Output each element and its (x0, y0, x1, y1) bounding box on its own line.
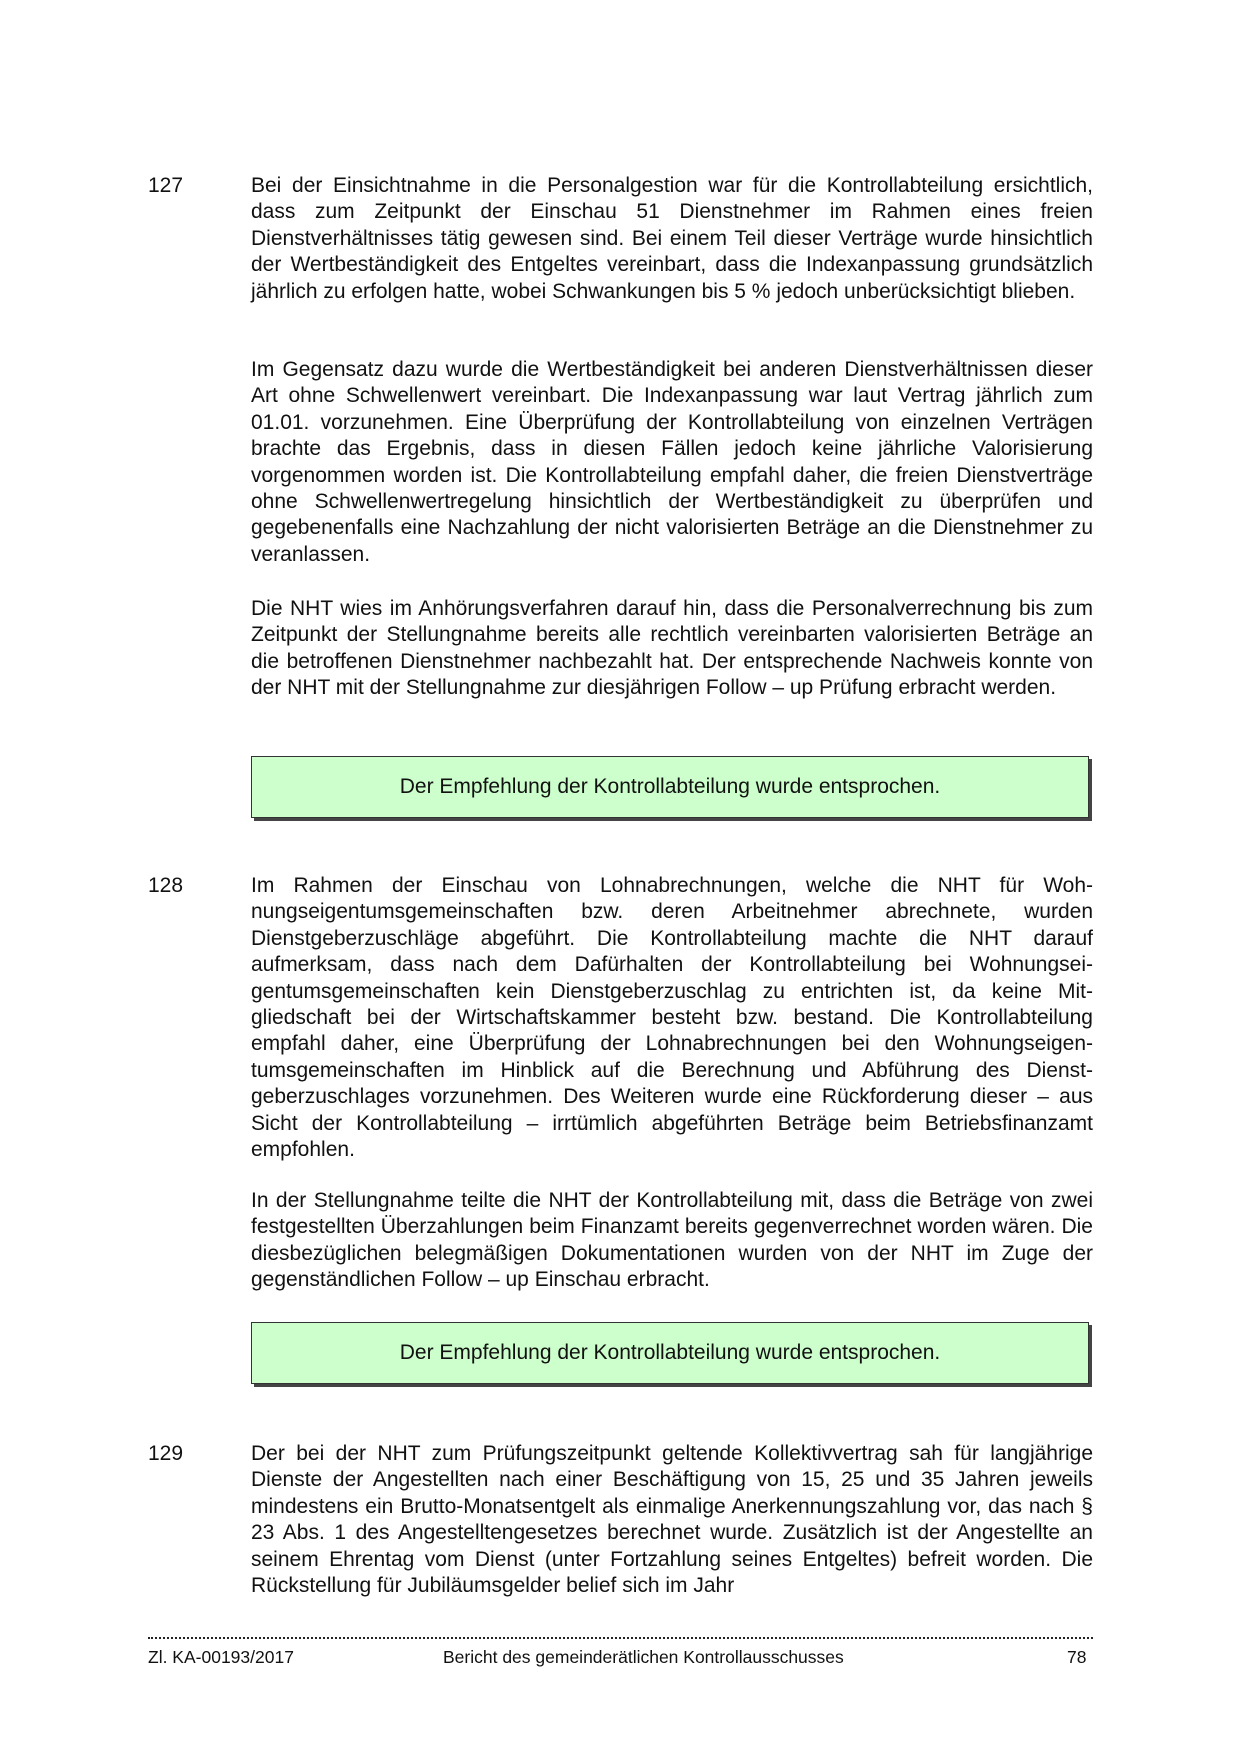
footer-divider (148, 1637, 1093, 1639)
recommendation-box (251, 756, 1089, 818)
footer-title: Bericht des gemeinderätlichen Kontrollausschusses (443, 1647, 844, 1667)
recommendation-box (251, 1322, 1089, 1384)
paragraph: Der bei der NHT zum Prüfungszeitpunkt geltende Kollektivvertrag sah für langjährige Dienste der Angestellten nach einer Beschäftigung von 15, 25 und 35 Jahren jeweils mindestens ein Brutto-Monatsentgelt als einmalige Anerkennungszahlung vor, das nach § 23 Abs. 1 des Angestelltengesetzes berechnet wurde. Zusätzlich ist der Angestellte an seinem Ehrentag vom Dienst (unter Fortzahlung seines Entgeltes) befreit worden. Die Rückstellung für Jubiläumsgelder belief sich im Jahr (251, 1442, 1093, 1598)
page-number: 78 (1067, 1647, 1087, 1667)
paragraph: Im Gegensatz dazu wurde die Wertbeständigkeit bei anderen Dienstverhältnissen dieser Art ohne Schwellenwert vereinbart. Die Indexanpassung war laut Vertrag jährlich zum 01.01. vorzunehmen. Eine Überprüfung der Kontrollabteilung von einzelnen Verträgen brachte das Ergebnis, dass in diesen Fällen jedoch keine jährliche Valorisierung vorgenommen worden ist. Die Kontrollabteilung empfahl daher, die freien Dienstverträge ohne Schwellenwertregelung hinsichtlich der Wertbeständigkeit zu überprüfen und gegebenenfalls eine Nachzahlung der nicht valorisierten Beträge an die Dienstnehmer zu veranlassen. (251, 358, 1093, 566)
recommendation-text: Der Empfehlung der Kontrollabteilung wurde entsprochen. (399, 1341, 941, 1364)
recommendation-text: Der Empfehlung der Kontrollabteilung wurde entsprochen. (399, 775, 941, 798)
paragraph: Im Rahmen der Einschau von Lohnabrechnungen, welche die NHT für Wohnungseigentumsgemeinschaften bzw. deren Arbeitnehmer abrechnete, wurden Dienstgeberzuschläge abgeführt. Die Kontrollabteilung machte die NHT darauf aufmerksam, dass nach dem Dafürhalten der Kontrollabteilung bei Wohnungseigentumsgemeinschaften kein Dienstgeberzuschlag zu entrichten ist, da keine Mitgliedschaft bei der Wirtschaftskammer besteht bzw. bestand. Die Kontrollabteilung empfahl daher, eine Überprüfung der Lohnabrechnungen bei den Wohnungseigentumsgemeinschaften im Hinblick auf die Berechnung und Abführung des Dienstgeberzuschlages vorzunehmen. Des Weiteren wurde eine Rückforderung dieser – aus Sicht der Kontrollabteilung – irrtümlich abgeführten Beträge beim Betriebsfinanzamt empfohlen. (251, 874, 1093, 1162)
paragraph: Bei der Einsichtnahme in die Personalgestion war für die Kontrollabteilung ersichtlich, dass zum Zeitpunkt der Einschau 51 Dienstnehmer im Rahmen eines freien Dienstverhältnisses tätig gewesen sind. Bei einem Teil dieser Verträge wurde hinsichtlich der Wertbeständigkeit des Entgeltes vereinbart, dass die Indexanpassung grundsätzlich jährlich zu erfolgen hatte, wobei Schwankungen bis 5 % jedoch unberücksichtigt blieben. (251, 174, 1093, 303)
footer-reference: Zl. KA-00193/2017 (148, 1647, 294, 1667)
section-number: 128 (148, 874, 184, 897)
section-number: 129 (148, 1442, 184, 1465)
paragraph: In der Stellungnahme teilte die NHT der Kontrollabteilung mit, dass die Beträge von zwei festgestellten Überzahlungen beim Finanzamt bereits gegenverrechnet worden wären. Die diesbezüglichen belegmäßigen Dokumentationen wurden von der NHT im Zuge der gegenständlichen Follow – up Einschau erbracht. (251, 1189, 1093, 1292)
section-number: 127 (148, 174, 184, 197)
paragraph: Die NHT wies im Anhörungsverfahren darauf hin, dass die Personalverrechnung bis zum Zeitpunkt der Stellungnahme bereits alle rechtlich vereinbarten valorisierten Beträge an die betroffenen Dienstnehmer nachbezahlt hat. Der entsprechende Nachweis konnte von der NHT mit der Stellungnahme zur diesjährigen Follow – up Prüfung erbracht werden. (251, 597, 1093, 700)
